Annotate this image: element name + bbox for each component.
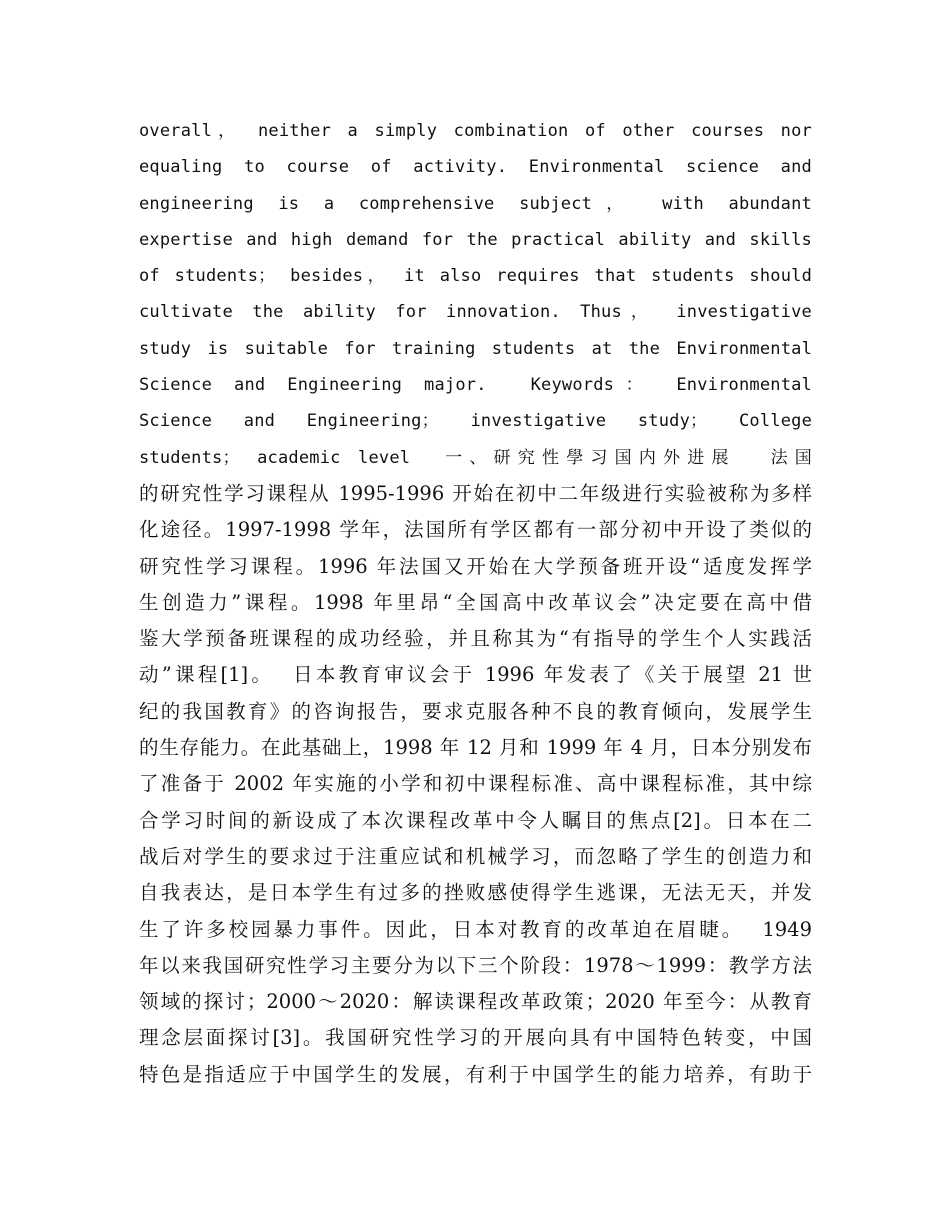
text-line: 了准备于 2002 年实施的小学和初中课程标准、高中课程标准，其中综 [139,772,812,796]
text-line: 理念层面探讨[3]。我国研究性学习的开展向具有中国特色转变，中国 [139,1026,812,1050]
text-line: 合学习时间的新设成了本次课程改革中令人瞩目的焦点[2]。日本在二 [139,808,812,832]
text-line: equaling to course of activity. Environmental science and [139,157,812,178]
text-line: 自我表达，是日本学生有过多的挫败感使得学生逃课，无法无天，并发 [139,881,812,905]
text-line: overall， neither a simply combination of other courses nor [139,121,812,141]
text-line: 鉴大学预备班课程的成功经验，并且称其为“有指导的学生个人实践活 [139,627,812,651]
text-line: study is suitable for training students at the Environmental [139,338,812,359]
text-line: Science and Engineering； investigative study； College [139,411,812,432]
text-line: 研究性学习课程。1996 年法国又开始在大学预备班开设“适度发挥学 [139,554,812,578]
document-body [139,113,812,1093]
text-line: Science and Engineering major. Keywords： Environmental [139,375,812,396]
text-line: 纪的我国教育》的咨询报告，要求克服各种不良的教育倾向，发展学生 [139,699,812,723]
text-line: expertise and high demand for the practical ability and skills [139,229,812,250]
text-line: students； academic level 一、研究性學习国内外进展 法国 [139,447,812,468]
text-line: 化途径。1997-1998 学年，法国所有学区都有一部分初中开设了类似的 [139,518,812,542]
text-line: 生了许多校园暴力事件。因此，日本对教育的改革迫在眉睫。 1949 [139,917,812,941]
text-line: cultivate the ability for innovation. Thus， investigative [139,302,812,323]
text-line: 生创造力”课程。1998 年里昂“全国高中改革议会”决定要在高中借 [139,590,812,614]
text-line: 动”课程[1]。 日本教育审议会于 1996 年发表了《关于展望 21 世 [139,663,812,687]
text-line: 的研究性学习课程从 1995-1996 开始在初中二年级进行实验被称为多样 [139,481,812,505]
text-line: 领域的探讨；2000～2020：解读课程改革政策；2020 年至今：从教育 [139,990,812,1014]
text-line: 特色是指适应于中国学生的发展，有利于中国学生的能力培养，有助于 [139,1062,812,1086]
text-line: engineering is a comprehensive subject， with abundant [139,193,812,214]
text-line: of students； besides， it also requires that students should [139,266,812,287]
text-line: 战后对学生的要求过于注重应试和机械学习，而忽略了学生的创造力和 [139,844,812,868]
text-line: 的生存能力。在此基础上，1998 年 12 月和 1999 年 4 月，日本分别发布 [139,736,812,760]
text-line: 年以来我国研究性学习主要分为以下三个阶段：1978～1999：教学方法 [139,953,812,977]
